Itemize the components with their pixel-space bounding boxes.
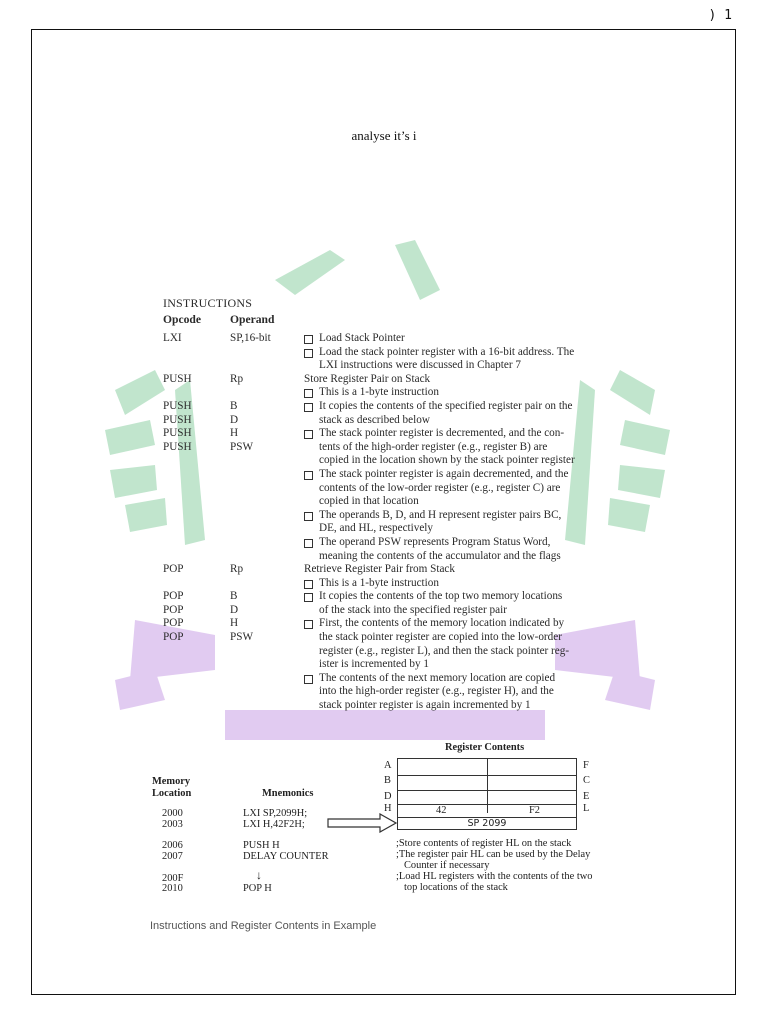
checkbox-icon [304, 620, 313, 629]
instruction-table [163, 296, 613, 713]
operand: PSW [230, 440, 254, 453]
bullet-text: ister is incremented by 1 [319, 658, 429, 671]
bullet-text: The operands B, D, and H represent register pairs BC, [319, 508, 562, 521]
address: 2003 [162, 819, 183, 830]
opcode: POP [163, 590, 184, 603]
register-table [397, 758, 577, 830]
table-row [163, 631, 613, 645]
register-contents-title: Register Contents [445, 742, 525, 753]
memory-label: Memory [152, 776, 191, 787]
reg-label-f: F [583, 760, 589, 771]
table-row [163, 414, 613, 428]
bullet-text: copied in the location shown by the stack pointer register [319, 454, 575, 467]
checkbox-icon [304, 335, 313, 344]
table-row [163, 400, 613, 414]
bullet-text: into the high-order register (e.g., register H), and the [319, 685, 554, 698]
bullet-text: This is a 1-byte instruction [319, 576, 439, 589]
opcode: POP [163, 563, 184, 576]
address: 2010 [162, 883, 183, 894]
opcode: PUSH [163, 440, 192, 453]
location-label: Location [152, 788, 192, 799]
reg-label-c: C [583, 775, 590, 786]
bullet-text: The stack pointer register is decremented, and the con- [319, 427, 565, 440]
address: 2000 [162, 808, 183, 819]
reg-label-d: D [384, 791, 392, 802]
bullet-text: The contents of the next memory location are copied [319, 671, 556, 684]
comment: top locations of the stack [404, 882, 508, 893]
bullet-text: meaning the contents of the accumulator and the flags [319, 549, 561, 562]
col-operand: Operand [230, 313, 275, 326]
table-row [163, 332, 613, 346]
checkbox-icon [304, 580, 313, 589]
opcode: LXI [163, 332, 182, 344]
table-row [163, 617, 613, 631]
bullet-text: copied in that location [319, 495, 419, 508]
instructions-title: INSTRUCTIONS [163, 296, 253, 310]
table-row [163, 590, 613, 604]
mnemonic: DELAY COUNTER [243, 851, 329, 862]
register-h-value: 42 [436, 805, 447, 816]
checkbox-icon [304, 471, 313, 480]
register-figure [150, 740, 630, 940]
operand: Rp [230, 563, 244, 576]
bullet-text: First, the contents of the memory location indicated by [319, 617, 565, 630]
address: 2006 [162, 840, 183, 851]
checkbox-icon [304, 539, 313, 548]
bullet-text: This is a 1-byte instruction [319, 386, 439, 399]
operand: H [230, 427, 239, 440]
reg-label-h: H [384, 803, 392, 814]
checkbox-icon [304, 349, 313, 358]
table-row [163, 604, 613, 618]
table-row [163, 441, 613, 455]
checkbox-icon [304, 430, 313, 439]
instruction-desc: Retrieve Register Pair from Stack [304, 563, 455, 576]
bullet-text: of the stack into the specified register pair [319, 603, 507, 616]
operand: D [230, 603, 239, 616]
opcode: PUSH [163, 372, 192, 385]
instruction-desc: Store Register Pair on Stack [304, 372, 431, 385]
arrow-down-icon: ↓ [256, 868, 262, 882]
reg-label-l: L [583, 803, 590, 814]
comment: ;The register pair HL can be used by the Delay [396, 849, 591, 860]
mnemonic: LXI SP,2099H; [243, 808, 308, 819]
bullet-text: tents of the high-order register (e.g., register B) are [319, 440, 548, 453]
checkbox-icon [304, 593, 313, 602]
operand: B [230, 590, 238, 603]
checkbox-icon [304, 403, 313, 412]
reg-label-e: E [583, 791, 590, 802]
opcode: PUSH [163, 427, 192, 440]
opcode: POP [163, 603, 184, 616]
comment: ;Load HL registers with the contents of the two [396, 871, 593, 882]
opcode: PUSH [163, 413, 192, 426]
table-header [163, 313, 613, 326]
reg-label-a: A [384, 760, 392, 771]
page-number: ) 1 [708, 8, 732, 23]
stack-pointer-value: SP 2099 [467, 818, 507, 829]
bullet-text: the stack pointer register are copied into the low-order [319, 631, 562, 644]
comment: Counter if necessary [404, 860, 490, 871]
table-row [163, 563, 613, 577]
opcode: PUSH [163, 399, 192, 412]
operand: Rp [230, 372, 244, 385]
page-heading: analyse it’s i [351, 128, 417, 143]
mnemonic: LXI H,42F2H; [243, 819, 305, 830]
operand: SP,16-bit [230, 332, 271, 344]
arrow-right-icon [326, 813, 398, 833]
checkbox-icon [304, 389, 313, 398]
bullet-text: stack pointer register is again incremented by 1 [319, 699, 531, 712]
table-row [163, 373, 613, 387]
address: 2007 [162, 851, 183, 862]
opcode: POP [163, 631, 184, 644]
opcode: POP [163, 617, 184, 630]
register-l-value: F2 [529, 805, 540, 816]
comment: ;Store contents of register HL on the stack [396, 838, 572, 849]
bullet-text: It copies the contents of the top two memory locations [319, 590, 563, 603]
bullet-text: stack as described below [319, 413, 430, 426]
bullet-text: The operand PSW represents Program Status Word, [319, 535, 551, 548]
mnemonic: PUSH H [243, 840, 280, 851]
bullet-text: Load Stack Pointer [319, 332, 405, 344]
col-opcode: Opcode [163, 313, 202, 326]
bullet-text: LXI instructions were discussed in Chapter 7 [319, 359, 521, 372]
bullet-text: Load the stack pointer register with a 16-bit address. The [319, 345, 575, 358]
mnemonics-label: Mnemonics [262, 788, 314, 799]
operand: H [230, 617, 239, 630]
checkbox-icon [304, 675, 313, 684]
table-row [163, 427, 613, 441]
address: 200F [162, 873, 184, 884]
bullet-text: DE, and HL, respectively [319, 522, 434, 535]
operand: B [230, 399, 238, 412]
operand: D [230, 413, 239, 426]
bullet-text: register (e.g., register L), and then the stack pointer reg- [319, 644, 570, 657]
mnemonic: POP H [243, 883, 272, 894]
operand: PSW [230, 631, 254, 644]
bullet-text: The stack pointer register is again decremented, and the [319, 467, 569, 480]
checkbox-icon [304, 512, 313, 521]
figure-caption: Instructions and Register Contents in Example [150, 920, 377, 932]
reg-label-b: B [384, 775, 391, 786]
bullet-text: contents of the low-order register (e.g., register C) are [319, 481, 561, 494]
bullet-text: It copies the contents of the specified register pair on the [319, 399, 573, 412]
